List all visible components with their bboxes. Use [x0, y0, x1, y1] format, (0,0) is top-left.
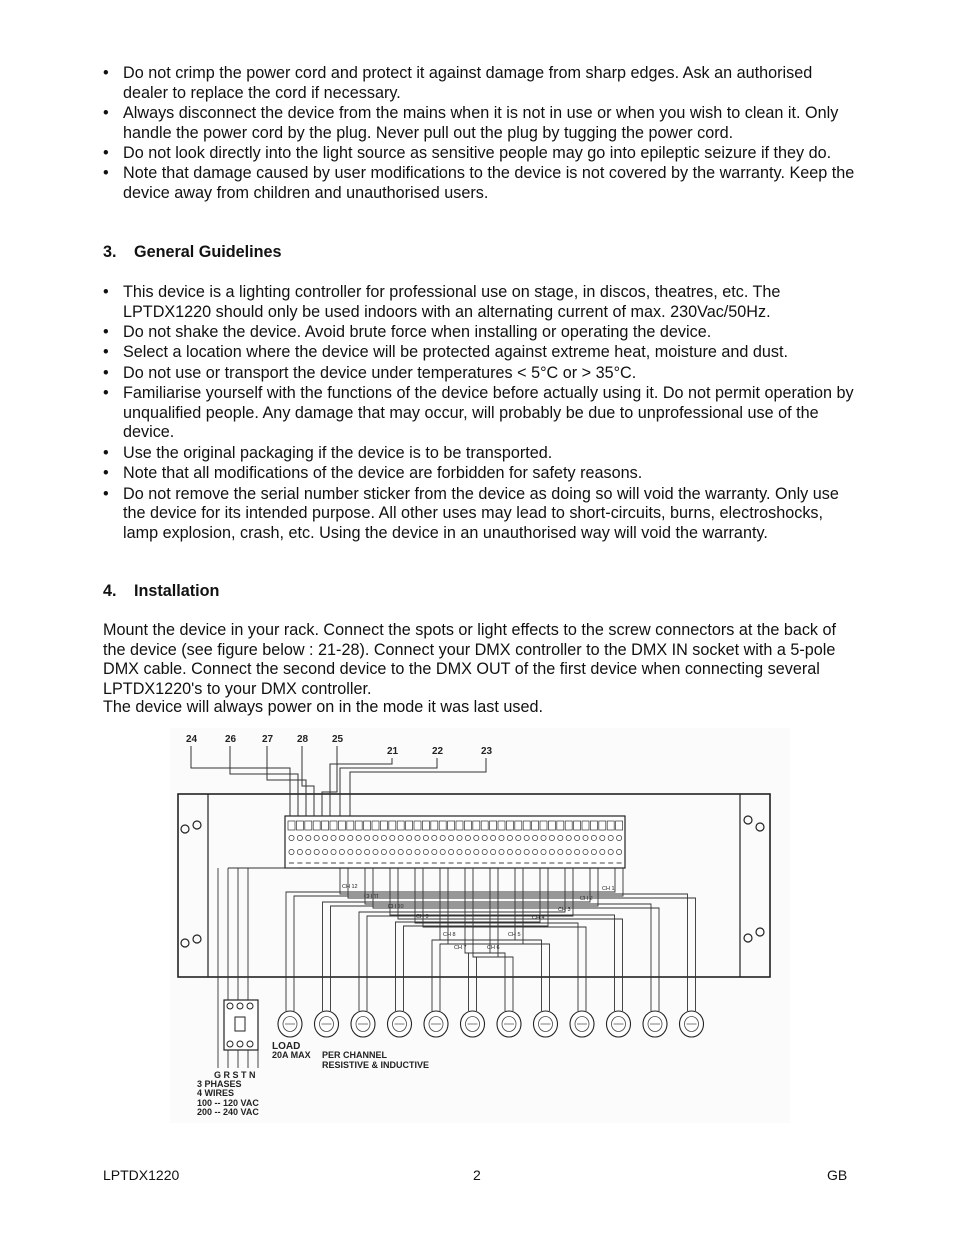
- bullet-dot: •: [103, 143, 109, 162]
- callout-24: 24: [186, 734, 198, 745]
- channel-label: CH 1: [602, 886, 615, 892]
- footer-model: LPTDX1220: [103, 1167, 180, 1183]
- safety-bullet-text: Do not look directly into the light source as sensitive people may go into epileptic seizure if they do.: [123, 143, 832, 162]
- channel-label: CH 12: [342, 884, 358, 890]
- guideline-bullet-text: This device is a lighting controller for professional use on stage, in discos, theatres, etc. The LPTDX1220 should only be used indoors with an alternating current of max. 230Vac/50Hz.: [123, 283, 781, 321]
- guideline-bullet-text: Familiarise yourself with the functions of the device before actually using it. Do not permit operation by unqualified people. Any damage that may occur, will probably be due to unprofessional use of the device.: [123, 384, 854, 442]
- guideline-bullet-text: Do not shake the device. Avoid brute force when installing or operating the device.: [123, 322, 712, 341]
- channel-label: CH 5: [508, 932, 521, 938]
- safety-list: [103, 64, 855, 204]
- guideline-bullet-text: Use the original packaging if the device is to be transported.: [123, 443, 553, 462]
- bullet-dot: •: [103, 443, 109, 462]
- guideline-bullet-text: Note that all modifications of the device are forbidden for safety reasons.: [123, 464, 643, 483]
- voltage-100-label: 100 -- 120 VAC: [197, 1098, 259, 1108]
- channel-label: CH 7: [454, 945, 467, 951]
- callout-23: 23: [481, 746, 493, 757]
- guideline-bullet-item: [103, 464, 855, 484]
- guideline-bullet-item: [103, 485, 855, 544]
- bullet-dot: •: [103, 164, 109, 183]
- installation-note: The device will always power on in the mode it was last used.: [103, 698, 543, 716]
- channel-label: CH 6: [487, 945, 500, 951]
- bullet-dot: •: [103, 103, 109, 122]
- callout-22: 22: [432, 746, 444, 757]
- channel-label: CH 3: [558, 907, 571, 913]
- callout-25: 25: [332, 734, 344, 745]
- safety-bullet-text: Do not crimp the power cord and protect it against damage from sharp edges. Ask an authorised dealer to replace the cord if necessary.: [123, 64, 813, 102]
- channel-label: CH 11: [364, 894, 380, 900]
- bullet-dot: •: [103, 343, 109, 362]
- per-channel-label: PER CHANNEL: [322, 1050, 388, 1060]
- resistive-inductive-label: RESISTIVE & INDUCTIVE: [322, 1060, 430, 1070]
- guideline-bullet-item: [103, 343, 855, 363]
- safety-bullet-item: [103, 144, 855, 164]
- callout-28: 28: [297, 734, 309, 745]
- wires-label: 4 WIRES: [197, 1088, 235, 1098]
- phases-label: 3 PHASES: [197, 1079, 242, 1089]
- bullet-dot: •: [103, 363, 109, 382]
- bullet-dot: •: [103, 64, 109, 82]
- channel-label: CH 10: [388, 904, 404, 910]
- channel-label: CH 2: [580, 896, 593, 902]
- safety-bullet-item: [103, 164, 855, 203]
- wiring-diagram-svg: [170, 728, 790, 1123]
- footer-page-number: 2: [473, 1167, 481, 1183]
- section-3-heading: 3. General Guidelines: [103, 243, 282, 261]
- callout-27: 27: [262, 734, 274, 745]
- guideline-bullet-item: [103, 384, 855, 443]
- safety-bullet-text: Note that damage caused by user modifications to the device is not covered by the warranty. Keep the device away from children and unauthorised users.: [123, 164, 855, 202]
- guideline-bullet-item: [103, 444, 855, 464]
- voltage-200-label: 200 -- 240 VAC: [197, 1107, 259, 1117]
- section-4-heading: 4. Installation: [103, 582, 220, 600]
- channel-label: CH 8: [443, 932, 456, 938]
- bullet-dot: •: [103, 322, 109, 341]
- load-label: LOAD: [272, 1041, 301, 1052]
- channel-label: CH 9: [416, 914, 429, 920]
- guidelines-list: [103, 283, 855, 544]
- guideline-bullet-item: [103, 283, 855, 322]
- callout-26: 26: [225, 734, 237, 745]
- guideline-bullet-item: [103, 364, 855, 384]
- max-current-label: 20A MAX: [272, 1050, 311, 1060]
- rear-panel-wiring-diagram: [170, 728, 790, 1123]
- grstn-label: G R S T N: [214, 1070, 256, 1080]
- guideline-bullet-text: Select a location where the device will be protected against extreme heat, moisture and dust.: [123, 343, 788, 362]
- safety-bullet-text: Always disconnect the device from the mains when it is not in use or when you wish to clean it. Only handle the power cord by the plug. Never pull out the plug by tugging the power cord.: [123, 103, 839, 142]
- bullet-dot: •: [103, 464, 109, 483]
- bullet-dot: •: [103, 384, 109, 403]
- installation-paragraph: Mount the device in your rack. Connect the spots or light effects to the screw connectors at the back of the device (see figure below : 21-28). Connect your DMX controller to the DMX IN socket with a 5-pole DMX cable. Connect the second device to the DMX OUT of the first device when connecting several LPTDX1220's to your DMX controller.: [103, 621, 837, 698]
- bullet-dot: •: [103, 484, 109, 503]
- callout-21: 21: [387, 746, 399, 757]
- guideline-bullet-item: [103, 323, 855, 343]
- safety-bullet-item: [103, 104, 855, 143]
- channel-label: CH 4: [532, 915, 545, 921]
- terminal-strip: [285, 816, 625, 868]
- footer-language: GB: [827, 1167, 848, 1183]
- safety-bullet-item: [103, 64, 855, 103]
- guideline-bullet-text: Do not remove the serial number sticker from the device as doing so will void the warranty. Only use the device for its intended purpose. All other uses may lead to short-circuits, burns, electroshocks, lamp explosion, crash, etc. Using the device in an unauthorised way will void the warranty.: [123, 484, 839, 542]
- bullet-dot: •: [103, 283, 109, 301]
- guideline-bullet-text: Do not use or transport the device under temperatures < 5°C or > 35°C.: [123, 363, 637, 382]
